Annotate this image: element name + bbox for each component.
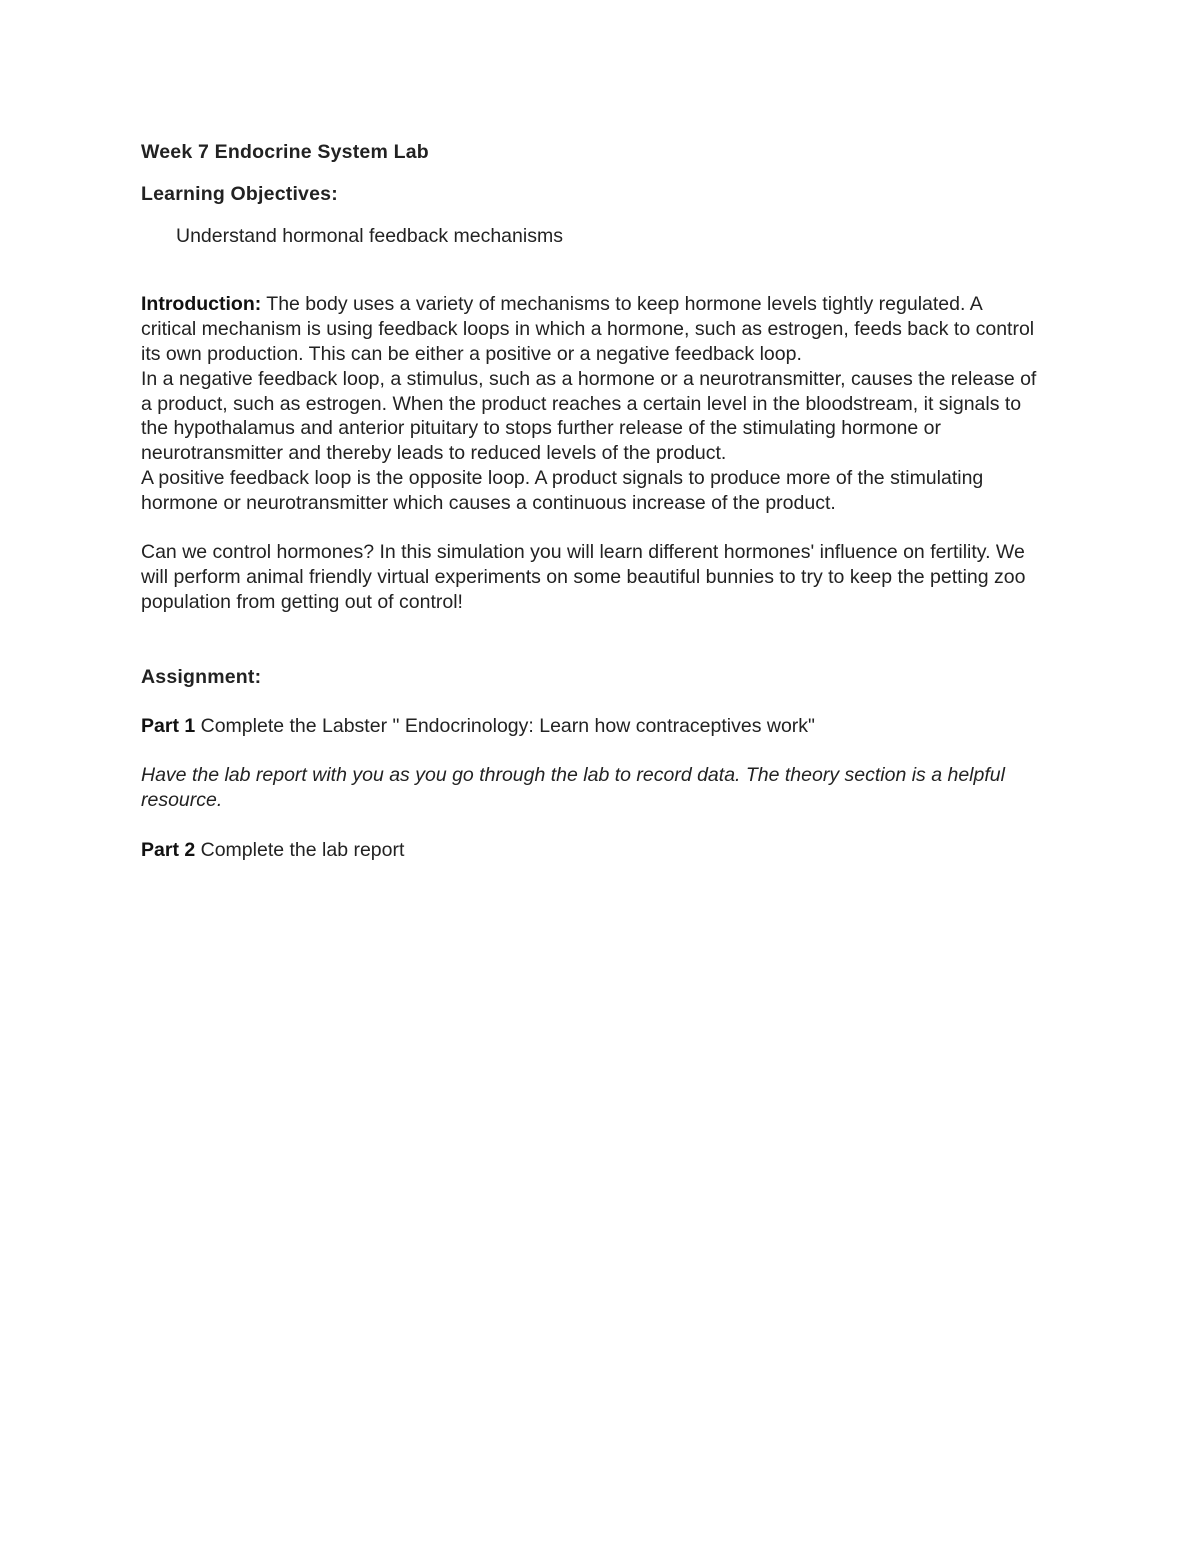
introduction-paragraph: [141, 292, 1041, 366]
simulation-hook-paragraph: Can we control hormones? In this simulation you will learn different hormones' influence on fertility. We will perform animal friendly virtual experiments on some beautiful bunnies to try to keep the petting zoo population from getting out of control!: [141, 541, 1026, 613]
learning-objectives-heading: Learning Objectives:: [141, 182, 338, 205]
part2-text: Complete the lab report: [195, 838, 405, 861]
part1-paragraph: [141, 714, 1041, 739]
lab-report-note: Have the lab report with you as you go through the lab to record data. The theory section is a helpful resource.: [141, 764, 1005, 812]
learning-objective-item: Understand hormonal feedback mechanisms: [176, 224, 563, 247]
assignment-heading: Assignment:: [141, 665, 262, 688]
document-title: Week 7 Endocrine System Lab: [141, 141, 429, 163]
part1-label: Part 1: [141, 714, 196, 737]
positive-feedback-paragraph: A positive feedback loop is the opposite loop. A product signals to produce more of the stimulating hormone or neurotransmitter which causes a continuous increase of the product.: [141, 466, 984, 514]
part1-text: Complete the Labster " Endocrinology: Learn how contraceptives work": [195, 714, 815, 737]
part2-label: Part 2: [141, 838, 196, 861]
document-page: [141, 140, 1041, 863]
introduction-text: The body uses a variety of mechanisms to keep hormone levels tightly regulated. A critical mechanism is using feedback loops in which a hormone, such as estrogen, feeds back to control its own production. This can be either a positive or a negative feedback loop.: [141, 293, 1035, 365]
introduction-label: Introduction:: [141, 293, 262, 316]
part2-paragraph: [141, 838, 1041, 863]
introduction-section: [141, 292, 1041, 515]
negative-feedback-paragraph: In a negative feedback loop, a stimulus, such as a hormone or a neurotransmitter, causes the release of a product, such as estrogen. When the product reaches a certain level in the bloodstream, it signals to the hypothalamus and anterior pituitary to stops further release of the stimulating hormone or neurotransmitter and thereby leads to reduced levels of the product.: [141, 367, 1037, 465]
